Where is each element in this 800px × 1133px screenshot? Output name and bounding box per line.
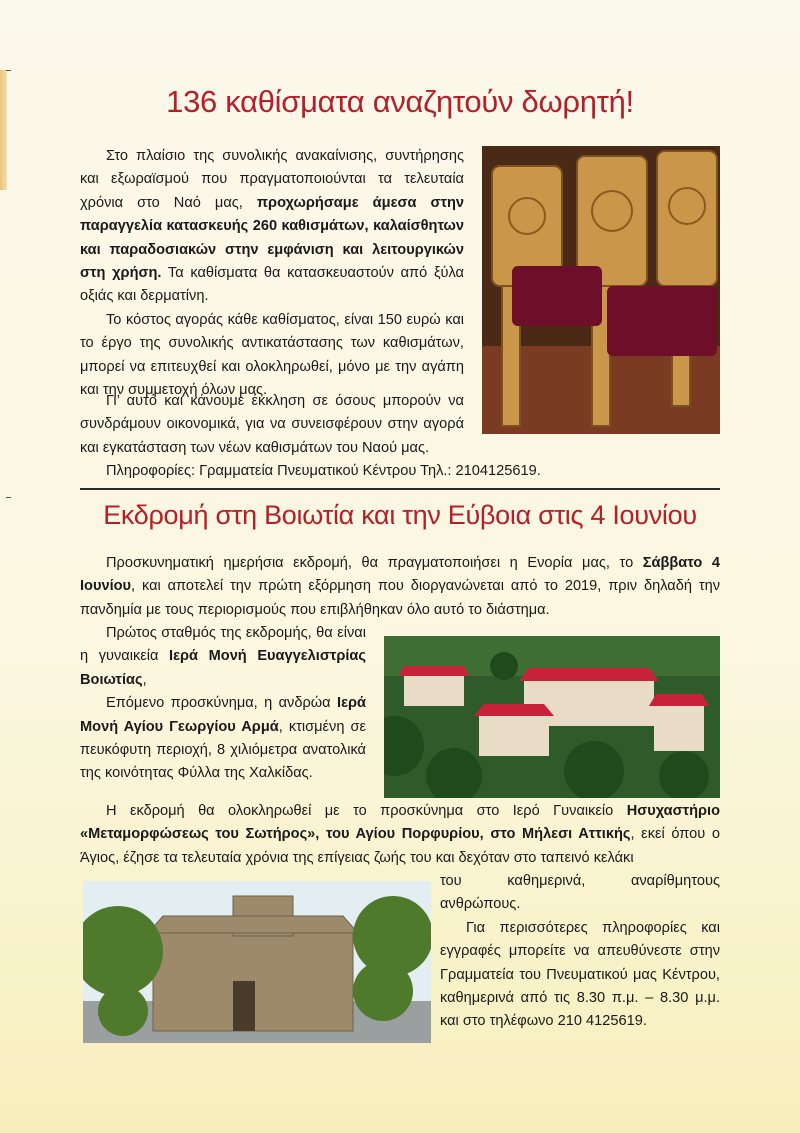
article1-paragraph-2: Το κόστος αγοράς κάθε καθίσματος, είναι 150 ευρώ και το έργο της συνολικής αντικατάστασης των καθισμάτων, μπορεί να επιτευχθεί και ολοκληρωθεί, μόνο με την αγάπη και την συμμετοχή όλων μας.	[80, 311, 464, 399]
article2-title: Εκδρομή στη Βοιωτία και την Εύβοια στις 4 Ιουνίου	[103, 500, 697, 530]
article2-column-left	[80, 622, 366, 786]
crop-mark	[6, 70, 11, 71]
article2-paragraph-2: Πρώτος σταθμός της εκδρομής, θα είναι η γυναικεία Ιερά Μονή Ευαγγελιστρίας Βοιωτίας,	[80, 625, 366, 688]
article2-paragraph-4-block	[80, 800, 720, 870]
article2-paragraph-4-end: του καθημερινά, αναρίθμητους ανθρώπους.	[440, 873, 720, 913]
article2-paragraph-3: Επόμενο προσκύνημα, η ανδρώα Ιερά Μονή Αγίου Γεωργίου Αρμά, κτισμένη σε πευκόφυτη περιοχή, 8 χιλιόμετρα ανατολικά της κοινότητας Φύλλα της Χαλκίδας.	[80, 695, 366, 782]
article1-paragraph-1: Στο πλαίσιο της συνολικής ανακαίνισης, συντήρησης και εξωραϊσμού που πραγματοποιούνται τα τελευταία χρόνια στο Ναό μας, προχωρήσαμε άμεσα στην παραγγελία κατασκευής 260 καθισμάτων, καλαίσθητων και παραδοσιακών στην εμφάνιση και λειτουργικών στη χρήση. Τα καθίσματα θα κατασκευαστούν από ξύλα οξιάς και δερματίνη.	[80, 148, 464, 305]
article1-paragraph-4: Πληροφορίες: Γραμματεία Πνευματικού Κέντρου Τηλ.: 2104125619.	[106, 463, 541, 480]
crop-mark	[6, 497, 11, 498]
stone-church-photo	[83, 881, 431, 1043]
article2-paragraph-5: Για περισσότερες πληροφορίες και εγγραφές μπορείτε να απευθύνεστε στην Γραμματεία του Πνευματικού μας Κέντρου, καθημερινά από τις 8.30 π.μ. – 8.30 μ.μ. και στο τηλέφωνο 210 4125619.	[440, 919, 720, 1030]
article2-paragraph-1: Προσκυνηματική ημερήσια εκδρομή, θα πραγματοποιήσει η Ενορία μας, το Σάββατο 4 Ιουνίου, και αποτελεί την πρώτη εξόρμηση που διοργανώνεται από το 2019, πριν δηλαδή την πανδημία με τους περιορισμούς που επιβλήθηκαν όλο αυτό το διάστημα.	[80, 555, 720, 618]
article1-title: 136 καθίσματα αναζητούν δωρητή!	[166, 84, 634, 119]
article2-paragraph-4: Η εκδρομή θα ολοκληρωθεί με το προσκύνημα στο Ιερό Γυναικείο Ησυχαστήριο «Μεταμορφώσεως του Σωτήρος», του Αγίου Πορφυρίου, στο Μήλεσι Αττικής, εκεί όπου ο Άγιος, έζησε τα τελευταία χρόνια της επίγειας ζωής του και δεχόταν στο ταπεινό κελάκι	[80, 803, 720, 866]
article2-intro	[80, 552, 720, 622]
article1-body-bottom	[80, 390, 720, 484]
section-divider	[80, 488, 720, 490]
article1-body-top	[80, 145, 464, 402]
monastery-aerial-photo	[384, 636, 720, 798]
article1-paragraph-3: Γι’ αυτό και κάνουμε έκκληση σε όσους μπορούν να συνδράμουν οικονομικά, για να συνεισφέρουν στην αγορά και εγκατάσταση των νέων καθισμάτων του Ναού μας.	[80, 393, 464, 456]
article2-column-right	[440, 870, 720, 1034]
